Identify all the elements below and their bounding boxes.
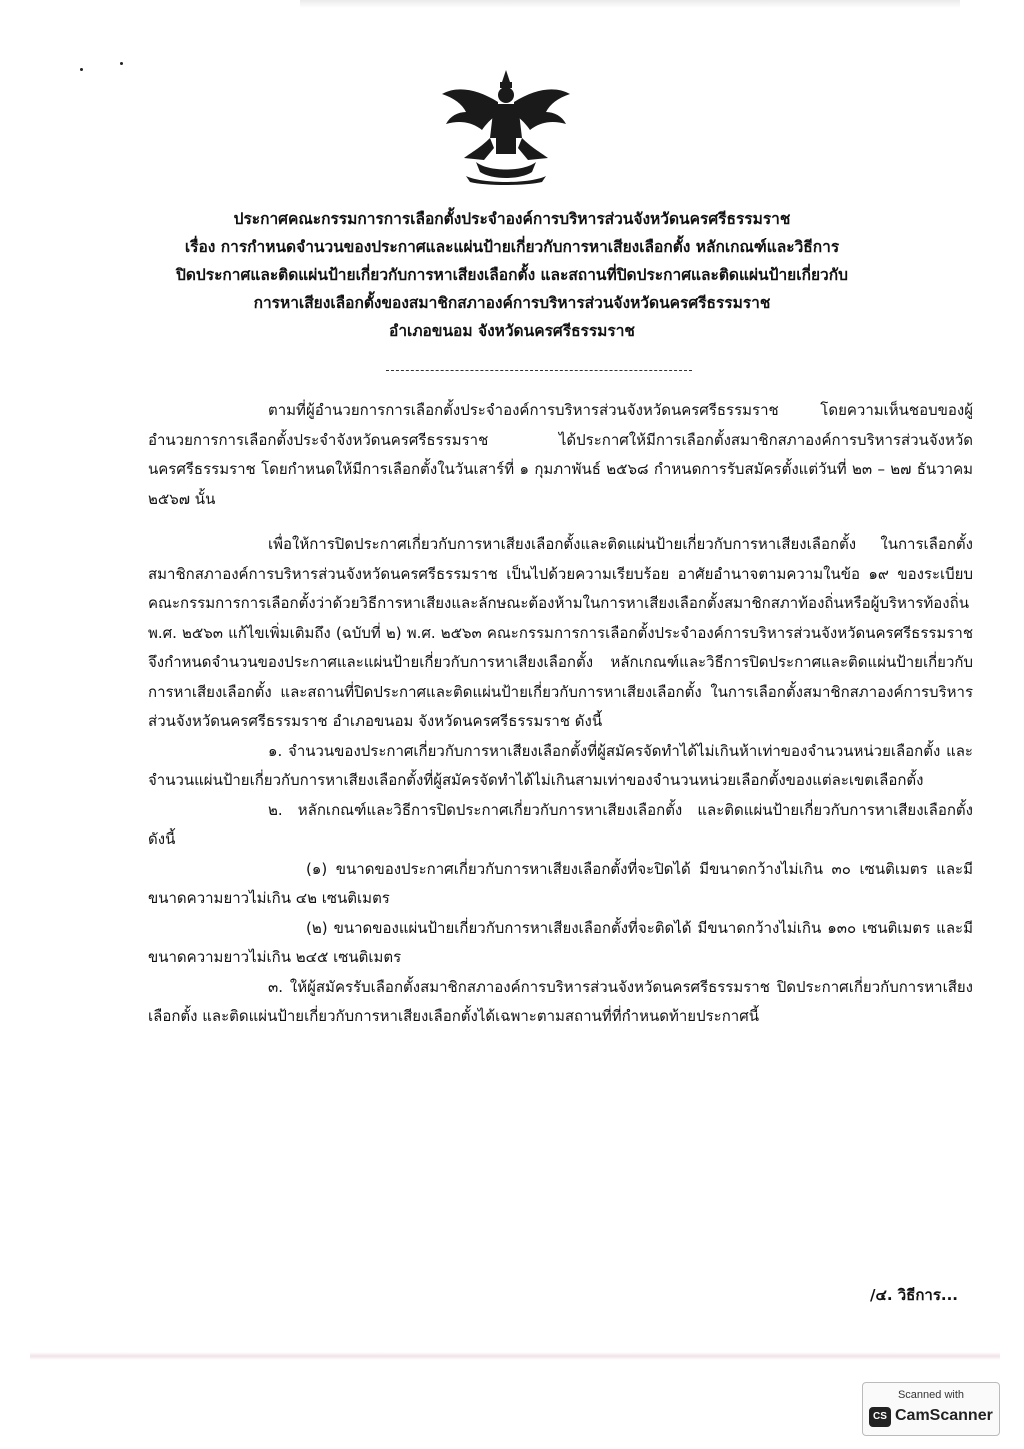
- item-2-2-paragraph: (๒) ขนาดของแผ่นป้ายเกี่ยวกับการหาเสียงเลือกตั้งที่จะติดได้ มีขนาดกว้างไม่เกิน ๑๓๐ เซนติเมตร และมีขนาดความยาวไม่เกิน ๒๔๕ เซนติเมตร: [148, 918, 973, 966]
- item-2-paragraph: ๒. หลักเกณฑ์และวิธีการปิดประกาศเกี่ยวกับการหาเสียงเลือกตั้ง และติดแผ่นป้ายเกี่ยวกับการหาเสียงเลือกตั้ง ดังนี้: [148, 800, 973, 848]
- heading-line: อำเภอขนอม จังหวัดนครศรีธรรมราช: [389, 322, 635, 340]
- camscanner-logo-icon: CS: [869, 1407, 891, 1427]
- heading-line: ประกาศคณะกรรมการการเลือกตั้งประจำองค์การบริหารส่วนจังหวัดนครศรีธรรมราช: [233, 210, 791, 228]
- camscanner-brand: CamScanner: [895, 1407, 993, 1424]
- body-section-intro: [148, 396, 973, 514]
- body-section-main: [148, 530, 973, 1032]
- scanned-with-label: Scanned with: [897, 1389, 965, 1401]
- page-continuation: /๔. วิธีการ...: [870, 1286, 958, 1304]
- camscanner-watermark: [862, 1382, 1000, 1436]
- scan-artifact-top: [300, 0, 960, 8]
- intro-paragraph: ตามที่ผู้อำนวยการการเลือกตั้งประจำองค์การบริหารส่วนจังหวัดนครศรีธรรมราช โดยความเห็นชอบของผู้อำนวยการการเลือกตั้งประจำจังหวัดนครศรีธรรมราช ได้ประกาศให้มีการเลือกตั้งสมาชิกสภาองค์การบริหารส่วนจังหวัดนครศรีธรรมราช โดยกำหนดให้มีการเลือกตั้งในวันเสาร์ที่ ๑ กุมภาพันธ์ ๒๕๖๘ กำหนดการรับสมัครตั้งแต่วันที่ ๒๓ – ๒๗ ธันวาคม ๒๕๖๗ นั้น: [148, 401, 973, 508]
- heading-divider: [386, 370, 692, 371]
- heading-line: เรื่อง การกำหนดจำนวนของประกาศและแผ่นป้ายเกี่ยวกับการหาเสียงเลือกตั้ง หลักเกณฑ์และวิธีการ: [184, 238, 840, 256]
- item-3-paragraph: ๓. ให้ผู้สมัครรับเลือกตั้งสมาชิกสภาองค์การบริหารส่วนจังหวัดนครศรีธรรมราช ปิดประกาศเกี่ยวกับการหาเสียงเลือกตั้ง และติดแผ่นป้ายเกี่ยวกับการหาเสียงเลือกตั้งได้เฉพาะตามสถานที่ที่กำหนดท้ายประกาศนี้: [148, 977, 973, 1025]
- heading-line: การหาเสียงเลือกตั้งของสมาชิกสภาองค์การบริหารส่วนจังหวัดนครศรีธรรมราช: [253, 294, 771, 312]
- purpose-paragraph: เพื่อให้การปิดประกาศเกี่ยวกับการหาเสียงเลือกตั้งและติดแผ่นป้ายเกี่ยวกับการหาเสียงเลือกตั้ง ในการเลือกตั้งสมาชิกสภาองค์การบริหารส่วนจังหวัดนครศรีธรรมราช เป็นไปด้วยความเรียบร้อย อาศัยอำนาจตามความในข้อ ๑๙ ของระเบียบคณะกรรมการการเลือกตั้งว่าด้วยวิธีการหาเสียงและลักษณะต้องห้ามในการหาเสียงเลือกตั้งสมาชิกสภาท้องถิ่นหรือผู้บริหารท้องถิ่น พ.ศ. ๒๕๖๓ แก้ไขเพิ่มเติมถึง (ฉบับที่ ๒) พ.ศ. ๒๕๖๓ คณะกรรมการการเลือกตั้งประจำองค์การบริหารส่วนจังหวัดนครศรีธรรมราชจึงกำหนดจำนวนของประกาศและแผ่นป้ายเกี่ยวกับการหาเสียงเลือกตั้ง หลักเกณฑ์และวิธีการปิดประกาศและติดแผ่นป้ายเกี่ยวกับการหาเสียงเลือกตั้ง และสถานที่ปิดประกาศและติดแผ่นป้ายเกี่ยวกับการหาเสียงเลือกตั้ง ในการเลือกตั้งสมาชิกสภาองค์การบริหารส่วนจังหวัดนครศรีธรรมราช อำเภอขนอม จังหวัดนครศรีธรรมราช ดังนี้: [148, 535, 973, 730]
- scan-artifact-bottom: [30, 1352, 1000, 1360]
- item-2-1-paragraph: (๑) ขนาดของประกาศเกี่ยวกับการหาเสียงเลือกตั้งที่จะปิดได้ มีขนาดกว้างไม่เกิน ๓๐ เซนติเมตร และมีขนาดความยาวไม่เกิน ๔๒ เซนติเมตร: [148, 859, 973, 907]
- item-1-paragraph: ๑. จำนวนของประกาศเกี่ยวกับการหาเสียงเลือกตั้งที่ผู้สมัครจัดทำได้ไม่เกินห้าเท่าของจำนวนหน่วยเลือกตั้ง และจำนวนแผ่นป้ายเกี่ยวกับการหาเสียงเลือกตั้งที่ผู้สมัครจัดทำได้ไม่เกินสามเท่าของจำนวนหน่วยเลือกตั้งของแต่ละเขตเลือกตั้ง: [148, 741, 973, 789]
- garuda-emblem-icon: [436, 68, 576, 186]
- heading-line: ปิดประกาศและติดแผ่นป้ายเกี่ยวกับการหาเสียงเลือกตั้ง และสถานที่ปิดประกาศและติดแผ่นป้ายเกี่ยวกับ: [176, 266, 848, 284]
- document-heading: [100, 205, 924, 345]
